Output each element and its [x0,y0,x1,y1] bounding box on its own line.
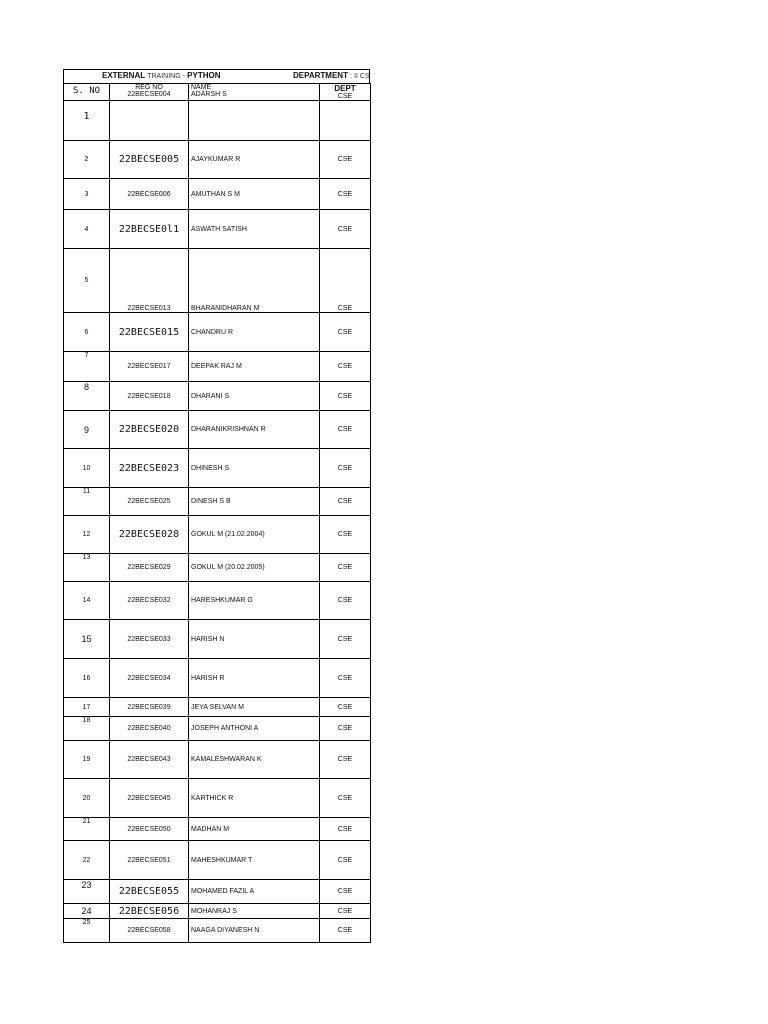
first-row-reg: 22BECSE004 [127,91,171,98]
cell-sno: 14 [64,582,110,620]
cell-dept: CSE [320,352,371,382]
sheet-title-bar [63,69,370,83]
cell-reg-no: 22BECSE018 [110,382,189,411]
cell-name: DHARANI S [189,382,320,411]
cell-reg-no: 22BECSE013 [110,249,189,313]
col-header-reg-text: REG NO [135,84,163,91]
col-header-dept-text: DEPT [334,84,356,93]
cell-reg-no: 22BECSE045 [110,779,189,818]
cell-name: DINESH S B [189,488,320,516]
cell-dept: CSE [320,382,371,411]
cell-name: CHANDRU R [189,313,320,352]
department-label-text: DEPARTMENT [293,71,348,80]
cell-sno: 3 [64,179,110,210]
cell-name: HARISH N [189,620,320,659]
department-value: : II CS [350,73,370,80]
table-row [64,179,371,210]
cell-name: DHARANIKRISHNAN R [189,411,320,449]
cell-dept: CSE [320,818,371,841]
col-header-sno: S. NO [64,84,110,101]
table-row [64,382,371,411]
cell-dept: CSE [320,582,371,620]
cell-sno: 8 [64,382,110,411]
cell-dept: CSE [320,717,371,741]
table-row [64,141,371,179]
cell-dept: CSE [320,554,371,582]
cell-dept: CSE [320,880,371,904]
cell-reg-no: 22BECSE015 [110,313,189,352]
col-header-reg [110,84,189,101]
cell-dept: CSE [320,620,371,659]
cell-sno: 17 [64,698,110,717]
cell-sno: 5 [64,249,110,313]
cell-reg-no: 22BECSE0l1 [110,210,189,249]
table-row [64,449,371,488]
cell-sno: 2 [64,141,110,179]
cell-dept: CSE [320,904,371,919]
first-row-sno: 1 [64,101,110,141]
cell-reg-no: 22BECSE020 [110,411,189,449]
cell-name: GOKUL M (20.02.2005) [189,554,320,582]
first-row-dept: CSE [337,93,353,100]
cell-reg-no: 22BECSE005 [110,141,189,179]
cell-dept: CSE [320,179,371,210]
attendance-sheet [63,69,370,943]
student-table [63,83,371,943]
table-row [64,818,371,841]
cell-name: MOHAMED FAZIL A [189,880,320,904]
cell-name: AJAYKUMAR R [189,141,320,179]
table-row [64,880,371,904]
first-row-reg-cell [110,101,189,141]
cell-sno: 6 [64,313,110,352]
cell-dept: CSE [320,449,371,488]
cell-dept: CSE [320,411,371,449]
table-row [64,620,371,659]
table-row [64,741,371,779]
cell-reg-no: 22BECSE017 [110,352,189,382]
cell-sno: 12 [64,516,110,554]
cell-dept: CSE [320,841,371,880]
cell-reg-no: 22BECSE032 [110,582,189,620]
cell-reg-no: 22BECSE025 [110,488,189,516]
cell-name: JOSEPH ANTHONI A [189,717,320,741]
header-row [64,84,371,101]
cell-dept: CSE [320,516,371,554]
table-row [64,582,371,620]
cell-name: NAAGA DIYANESH N [189,919,320,943]
cell-reg-no: 22BECSE028 [110,516,189,554]
cell-sno: 7 [64,352,110,382]
cell-dept: CSE [320,741,371,779]
cell-name: AMUTHAN S M [189,179,320,210]
cell-sno: 13 [64,554,110,582]
table-row [64,698,371,717]
cell-dept: CSE [320,249,371,313]
cell-dept: CSE [320,313,371,352]
first-row-name: ADARSH S [191,91,227,98]
table-row [64,352,371,382]
col-header-dept [320,84,371,101]
training-title [102,71,221,80]
table-row [64,210,371,249]
cell-dept: CSE [320,698,371,717]
table-row [64,779,371,818]
table-row [64,516,371,554]
cell-sno: 21 [64,818,110,841]
cell-reg-no: 22BECSE040 [110,717,189,741]
col-header-name [189,84,320,101]
cell-sno: 15 [64,620,110,659]
cell-name: MADHAN M [189,818,320,841]
cell-sno: 24 [64,904,110,919]
cell-name: HARISH R [189,659,320,698]
table-row [64,554,371,582]
cell-sno: 11 [64,488,110,516]
table-row [64,659,371,698]
table-row [64,841,371,880]
table-row [64,313,371,352]
cell-reg-no: 22BECSE056 [110,904,189,919]
cell-dept: CSE [320,659,371,698]
cell-name: JEYA SELVAN M [189,698,320,717]
title-small: TRAINING - [147,73,185,80]
cell-name: BHARANIDHARAN M [189,249,320,313]
cell-reg-no: 22BECSE050 [110,818,189,841]
cell-reg-no: 22BECSE006 [110,179,189,210]
cell-dept: CSE [320,919,371,943]
department-label [293,71,370,80]
cell-name: KARTHICK R [189,779,320,818]
cell-name: ASWATH SATISH [189,210,320,249]
table-row [64,904,371,919]
cell-sno: 18 [64,717,110,741]
cell-name: KAMALESHWARAN K [189,741,320,779]
cell-reg-no: 22BECSE023 [110,449,189,488]
table-row [64,717,371,741]
col-header-name-text: NAME [191,84,212,91]
cell-reg-no: 22BECSE051 [110,841,189,880]
cell-dept: CSE [320,779,371,818]
cell-dept: CSE [320,210,371,249]
title-bold: EXTERNAL [102,71,145,80]
cell-name: DHINESH S [189,449,320,488]
cell-reg-no: 22BECSE039 [110,698,189,717]
table-row [64,919,371,943]
cell-name: GOKUL M (21.02.2004) [189,516,320,554]
cell-sno: 16 [64,659,110,698]
cell-name: MAHESHKUMAR T [189,841,320,880]
table-row [64,411,371,449]
cell-dept: CSE [320,488,371,516]
cell-name: HARESHKUMAR G [189,582,320,620]
cell-reg-no: 22BECSE033 [110,620,189,659]
cell-sno: 20 [64,779,110,818]
cell-sno: 10 [64,449,110,488]
cell-name: MOHANRAJ S [189,904,320,919]
title-subject: PYTHON [187,71,221,80]
table-row [64,101,371,141]
cell-sno: 4 [64,210,110,249]
cell-dept: CSE [320,141,371,179]
cell-reg-no: 22BECSE055 [110,880,189,904]
cell-reg-no: 22BECSE034 [110,659,189,698]
cell-sno: 9 [64,411,110,449]
table-row [64,488,371,516]
cell-reg-no: 22BECSE058 [110,919,189,943]
cell-sno: 25 [64,919,110,943]
cell-reg-no: 22BECSE043 [110,741,189,779]
first-row-dept-cell [320,101,371,141]
cell-name: DEEPAK RAJ M [189,352,320,382]
first-row-name-cell [189,101,320,141]
cell-reg-no: 22BECSE029 [110,554,189,582]
cell-sno: 22 [64,841,110,880]
table-row [64,249,371,313]
cell-sno: 23 [64,880,110,904]
cell-sno: 19 [64,741,110,779]
